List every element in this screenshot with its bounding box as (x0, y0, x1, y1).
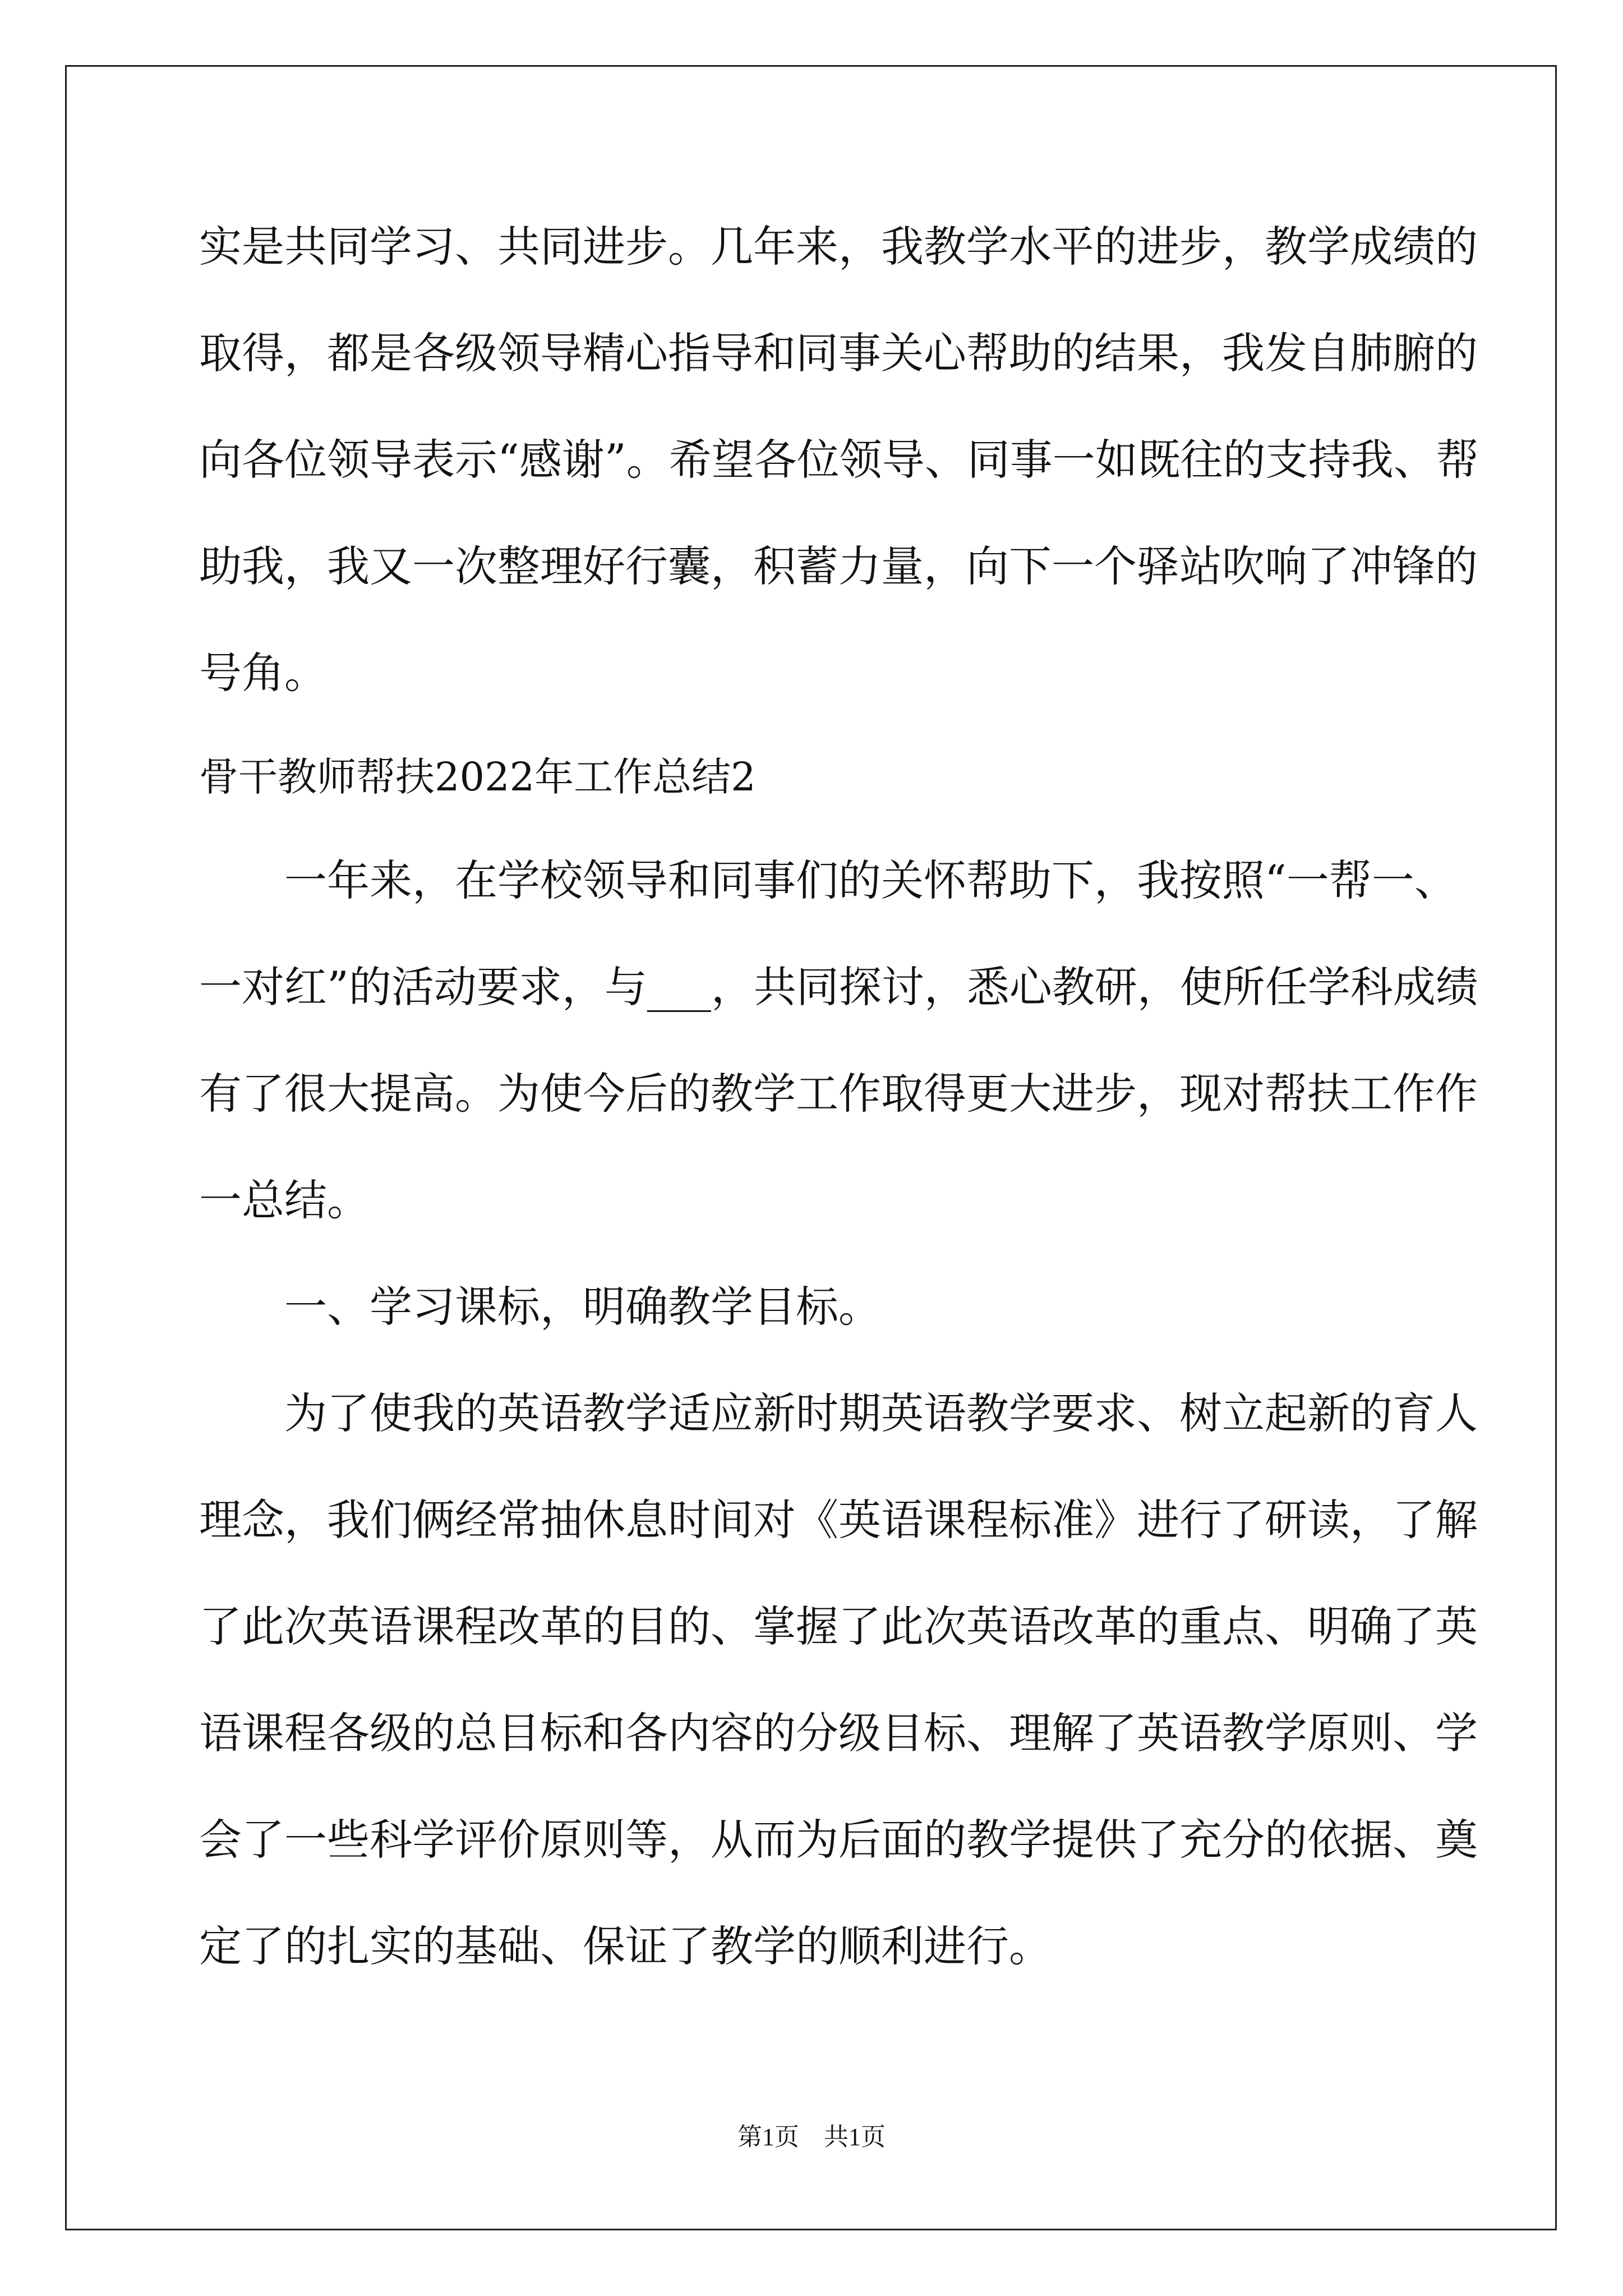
paragraph-line: 定了的扎实的基础、保证了教学的顺利进行。 (199, 1921, 1052, 1971)
paragraph-line: 语课程各级的总目标和各内容的分级目标、理解了英语教学原则、学 (199, 1708, 1478, 1758)
paragraph-line: 有了很大提高。为使今后的教学工作取得更大进步，现对帮扶工作作 (199, 1069, 1478, 1119)
paragraph-line: 向各位领导表示“感谢”。希望各位领导、同事一如既往的支持我、帮 (199, 435, 1479, 485)
page-border (65, 65, 1557, 2230)
section-title: 骨干教师帮扶2022年工作总结2 (199, 754, 756, 800)
subheading-line: 一、学习课标，明确教学目标。 (199, 1282, 881, 1332)
paragraph-line: 号角。 (199, 648, 327, 698)
paragraph-line: 实是共同学习、共同进步。几年来，我教学水平的进步，教学成绩的 (199, 222, 1478, 272)
paragraph-line: 了此次英语课程改革的目的、掌握了此次英语改革的重点、明确了英 (199, 1602, 1478, 1651)
page-number-footer: 第1页 共1页 (737, 2123, 886, 2151)
paragraph-line: 理念，我们俩经常抽休息时间对《英语课程标准》进行了研读，了解 (199, 1495, 1478, 1545)
paragraph-line: 取得，都是各级领导精心指导和同事关心帮助的结果，我发自肺腑的 (199, 328, 1478, 378)
paragraph-line: 助我，我又一次整理好行囊，积蓄力量，向下一个驿站吹响了冲锋的 (199, 541, 1478, 591)
paragraph-line: 一年来，在学校领导和同事们的关怀帮助下，我按照“一帮一、 (199, 855, 1457, 905)
paragraph-line: 一对红”的活动要求，与___，共同探讨，悉心教研，使所任学科成绩 (199, 962, 1478, 1012)
paragraph-line: 为了使我的英语教学适应新时期英语教学要求、树立起新的育人 (199, 1388, 1478, 1438)
paragraph-line: 会了一些科学评价原则等，从而为后面的教学提供了充分的依据、奠 (199, 1815, 1478, 1865)
paragraph-line: 一总结。 (199, 1175, 370, 1225)
